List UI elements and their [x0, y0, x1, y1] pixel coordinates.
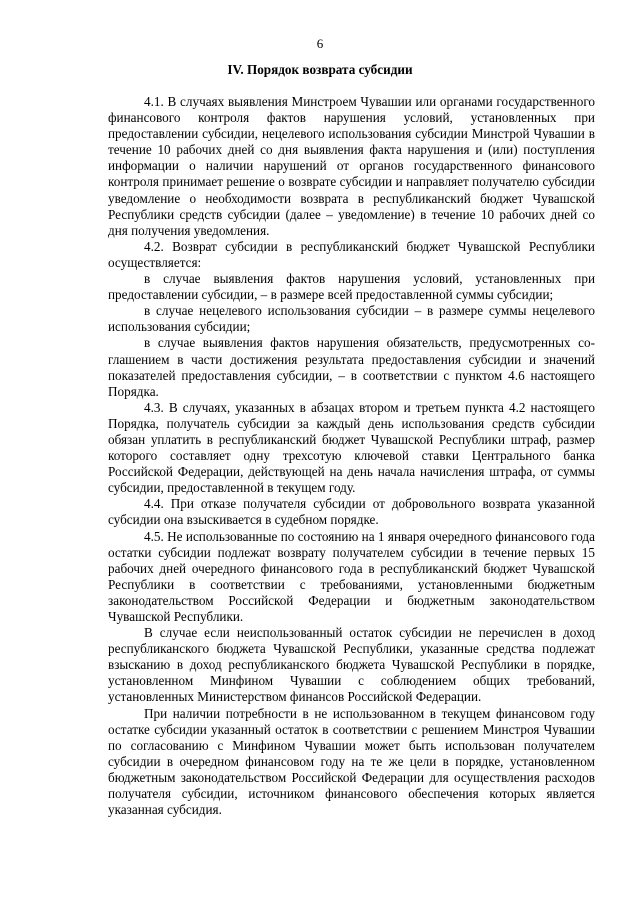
document-body: [108, 94, 595, 818]
paragraph-4-2-item-conditions: в случае выявления фактов нарушения условий, установленных при предоставлении субсидии, – в размере всей предоставленной суммы субсидии;: [108, 271, 595, 303]
paragraph-4-1: 4.1. В случаях выявления Минстроем Чувашии или органами государственного финансового контроля фактов нарушения условий, установленных при предоставлении субсидии, нецелевого использования субсидии Минстрой Чувашии в течение 10 рабочих дней со дня выявления факта нарушения и (или) поступления информации о наличии нарушений от органов государственного финансового контроля принимает решение о возврате субсидии и направляет получателю субсидии уведомление о необходимости возврата в республиканский бюджет Чувашской Республики средств субсидии (далее – уведомление) в течение 10 рабочих дней со дня получения уведомления.: [108, 94, 595, 238]
page-number: 6: [316, 36, 324, 51]
section-title: IV. Порядок возврата субсидии: [227, 62, 413, 77]
paragraph-4-5-unremitted: В случае если неиспользованный остаток субсидии не перечислен в доход республиканского бюджета Чувашской Республики, указанные средства подлежат взысканию в доход республиканского бюджета Чувашской Республики в порядке, установленном Минфином Чувашии с соблюдением общих требований, установленных Министерством финансов Российской Федерации.: [108, 625, 595, 705]
paragraph-4-2: 4.2. Возврат субсидии в республиканский бюджет Чувашской Республики осуществляется:: [108, 238, 595, 270]
paragraph-4-5: 4.5. Не использованные по состоянию на 1 января очередного финансового года остатки субсидии подлежат возврату получателем субсидии в течение первых 15 рабочих дней очередного финансового года в республиканский бюджет Чувашской Республики в соответствии с требованиями, установленными бюджетным законодательством Российской Федерации и бюджетным законодательством Чувашской Республики.: [108, 528, 595, 624]
paragraph-4-4: 4.4. При отказе получателя субсидии от добровольного возврата указанной субсидии она взыскивается в судебном порядке.: [108, 496, 595, 528]
paragraph-4-2-item-misuse: в случае нецелевого использования субсидии – в размере суммы нецелевого использования субсидии;: [108, 303, 595, 335]
paragraph-4-3: 4.3. В случаях, указанных в абзацах втором и третьем пункта 4.2 настоящего Порядка, получатель субсидии за каждый день использования средств субсидии обязан уплатить в республиканский бюджет Чувашской Республики штраф, размер которого составляет одну трехсотую ключевой ставки Центрального банка Российской Федерации, действующей на день начала начисления штрафа, от суммы субсидии, предоставленной в текущем году.: [108, 399, 595, 496]
paragraph-4-5-carryover: При наличии потребности в не использованном в текущем финансовом году остатке субсидии указанный остаток в соответствии с решением Минстроя Чувашии по согласованию с Минфином Чувашии может быть использован получателем субсидии в очередном финансовом году на те же цели в порядке, установленном бюджетным законодательством Российской Федерации для осуществления расходов получателя субсидии, источником финансового обеспечения которых является указанная субсидия.: [108, 705, 595, 818]
paragraph-4-2-item-obligations: в случае выявления фактов нарушения обязательств, предусмотренных соглашением в части достижения результата предоставления субсидии и значений показателей предоставления субсидии, – в соответствии с пунктом 4.6 настоящего Порядка.: [108, 335, 595, 399]
